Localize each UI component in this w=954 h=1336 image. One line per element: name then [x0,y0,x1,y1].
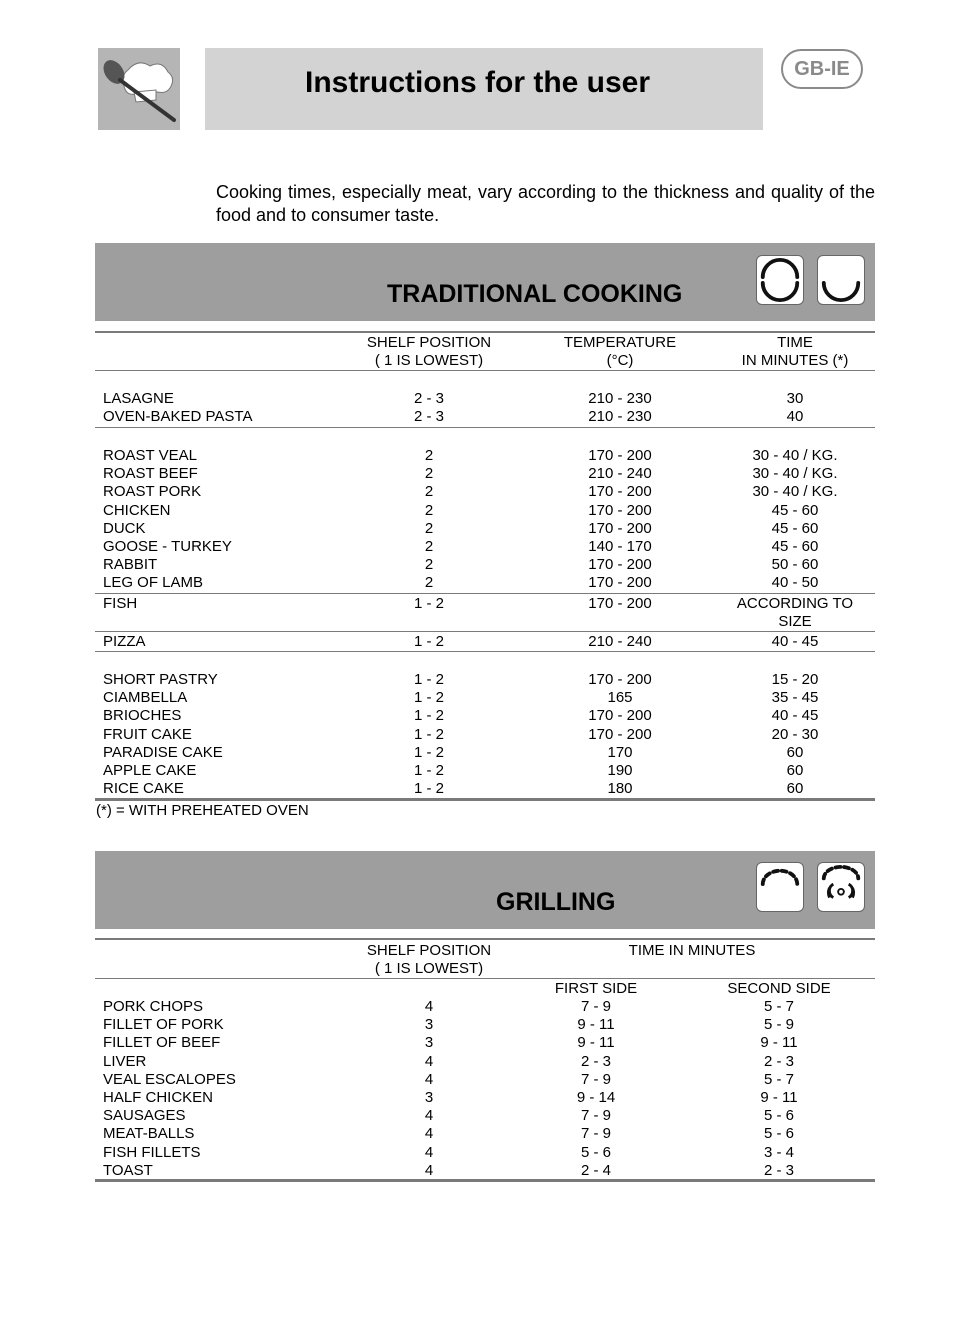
time-value: 30 - 40 / KG. [752,465,838,483]
time-value: 60 [786,743,804,761]
shelf-position: 2 [424,501,434,519]
intro-text: Cooking times, especially meat, vary according to the thickness and quality of the food and to consumer taste. [216,182,875,225]
column-header-time-unit: IN MINUTES (*) [741,352,849,369]
dish-name: DUCK [103,519,146,537]
column-header-temperature-unit: (°C) [606,352,634,369]
shelf-position: 3 [424,1089,434,1106]
time-value-continued: SIZE [778,613,812,630]
shelf-position: 1 - 2 [413,595,444,612]
first-side-time: 7 - 9 [580,1107,611,1125]
dish-name: LEG OF LAMB [103,574,204,592]
second-side-time: 2 - 3 [763,1052,794,1070]
table-divider [95,938,875,940]
table-divider [95,651,875,652]
temperature-value: 170 - 200 [588,707,652,725]
temperature-value: 170 - 200 [588,556,652,574]
temperature-value: 165 [607,689,633,707]
grilling-banner [95,851,875,929]
second-side-time: 2 - 3 [763,1161,794,1179]
dish-name: OVEN-BAKED PASTA [103,408,253,426]
temperature-value: 140 - 170 [588,538,652,555]
page-header [205,48,763,130]
time-value: 30 [786,390,804,407]
time-value: 40 - 45 [771,633,819,650]
fan-grill-icon [817,862,865,912]
shelf-position: 1 - 2 [413,743,444,761]
dish-name: LASAGNE [103,390,174,407]
dish-name: APPLE CAKE [103,762,197,779]
dish-name: FILLET OF PORK [103,1016,224,1034]
column-header-time: TIME IN MINUTES [628,942,756,959]
shelf-position: 2 [424,447,434,464]
traditional-cooking-banner [95,243,875,321]
time-value: 30 - 40 / KG. [752,483,838,501]
second-side-time: 5 - 6 [763,1107,794,1125]
temperature-value: 170 - 200 [588,725,652,743]
dish-name: ROAST VEAL [103,447,197,464]
second-side-time: 9 - 11 [760,1034,798,1052]
dish-name: PARADISE CAKE [103,743,223,761]
table-divider [95,978,875,979]
shelf-position: 1 - 2 [413,762,444,779]
time-value: ACCORDING TO [736,595,854,612]
column-header-shelf: SHELF POSITION [366,942,492,959]
shelf-position: 2 - 3 [413,408,444,426]
footnote: (*) = WITH PREHEATED OVEN [96,802,309,819]
column-header-temperature: TEMPERATURE [563,334,677,351]
dish-name: PIZZA [103,633,146,650]
dish-name: FRUIT CAKE [103,725,192,743]
dish-name: SHORT PASTRY [103,671,218,688]
dish-name: MEAT-BALLS [103,1125,195,1143]
shelf-position: 1 - 2 [413,707,444,725]
shelf-position: 1 - 2 [413,780,444,798]
grill-icon [756,862,804,912]
dish-name: RICE CAKE [103,780,184,798]
temperature-value: 170 - 200 [588,574,652,592]
first-side-time: 9 - 14 [576,1089,616,1106]
dish-name: TOAST [103,1161,153,1179]
first-side-time: 2 - 4 [580,1161,611,1179]
column-header-time: TIME [777,334,813,351]
second-side-time: 5 - 7 [763,1070,794,1088]
page-title: Instructions for the user [305,66,651,99]
temperature-value: 210 - 230 [588,408,652,426]
column-header-shelf-note: ( 1 IS LOWEST) [374,352,484,369]
table-divider [95,370,875,371]
first-side-time: 9 - 11 [577,1034,615,1052]
temperature-value: 180 [607,780,633,798]
shelf-position: 3 [424,1034,434,1052]
shelf-position: 2 - 3 [413,390,444,407]
shelf-position: 2 [424,519,434,537]
dish-name: PORK CHOPS [103,998,204,1015]
time-value: 15 - 20 [771,671,819,688]
shelf-position: 2 [424,465,434,483]
first-side-time: 7 - 9 [580,1070,611,1088]
dish-name: CIAMBELLA [103,689,188,707]
temperature-value: 170 - 200 [588,671,652,688]
shelf-position: 2 [424,483,434,501]
time-value: 40 [786,408,804,426]
time-value: 60 [786,780,804,798]
shelf-position: 1 - 2 [413,689,444,707]
shelf-position: 2 [424,574,434,592]
shelf-position: 4 [424,1070,434,1088]
time-value: 45 - 60 [771,519,819,537]
shelf-position: 4 [424,1161,434,1179]
shelf-position: 4 [424,1125,434,1143]
time-value: 60 [786,762,804,779]
chef-hat-spoon-icon [98,48,180,130]
time-value: 50 - 60 [771,556,819,574]
temperature-value: 170 - 200 [588,501,652,519]
time-value: 45 - 60 [771,501,819,519]
table-divider [95,593,875,594]
top-bottom-heat-icon [756,255,804,305]
shelf-position: 4 [424,1052,434,1070]
temperature-value: 170 - 200 [588,483,652,501]
second-side-time: 3 - 4 [763,1143,794,1161]
traditional-cooking-title: TRADITIONAL COOKING [387,280,683,308]
temperature-value: 210 - 240 [588,465,652,483]
column-header-shelf-note: ( 1 IS LOWEST) [374,960,484,977]
dish-name: VEAL ESCALOPES [103,1070,236,1088]
dish-name: FISH [103,595,138,612]
temperature-value: 210 - 240 [588,633,652,650]
shelf-position: 1 - 2 [413,633,444,650]
second-side-time: 5 - 7 [763,998,794,1015]
second-side-time: 5 - 9 [763,1016,794,1034]
shelf-position: 1 - 2 [413,725,444,743]
dish-name: GOOSE - TURKEY [103,538,232,555]
column-header-first-side: FIRST SIDE [554,980,638,997]
temperature-value: 170 [607,743,633,761]
temperature-value: 170 - 200 [588,519,652,537]
time-value: 20 - 30 [771,725,819,743]
dish-name: RABBIT [103,556,158,574]
dish-name: BRIOCHES [103,707,182,725]
first-side-time: 7 - 9 [580,1125,611,1143]
shelf-position: 4 [424,998,434,1015]
dish-name: FISH FILLETS [103,1143,201,1161]
dish-name: ROAST PORK [103,483,202,501]
dish-name: CHICKEN [103,501,171,519]
first-side-time: 7 - 9 [580,998,611,1015]
temperature-value: 210 - 230 [588,390,652,407]
dish-name: SAUSAGES [103,1107,186,1125]
time-value: 40 - 50 [771,574,819,592]
shelf-position: 4 [424,1107,434,1125]
table-divider [95,631,875,632]
temperature-value: 170 - 200 [588,447,652,464]
grilling-title: GRILLING [496,888,616,916]
shelf-position: 3 [424,1016,434,1034]
dish-name: ROAST BEEF [103,465,198,483]
table-divider [95,1179,875,1182]
second-side-time: 9 - 11 [760,1089,798,1106]
column-header-second-side: SECOND SIDE [727,980,831,997]
temperature-value: 190 [607,762,633,779]
shelf-position: 1 - 2 [413,671,444,688]
time-value: 45 - 60 [771,538,819,555]
table-divider [95,427,875,428]
time-value: 35 - 45 [771,689,819,707]
first-side-time: 2 - 3 [580,1052,611,1070]
shelf-position: 4 [424,1143,434,1161]
temperature-value: 170 - 200 [588,595,652,612]
time-value: 30 - 40 / KG. [752,447,838,464]
bottom-heat-icon [817,255,865,305]
table-divider [95,798,875,801]
language-badge: GB-IE [781,49,863,89]
first-side-time: 5 - 6 [580,1143,611,1161]
second-side-time: 5 - 6 [763,1125,794,1143]
dish-name: HALF CHICKEN [103,1089,214,1106]
dish-name: LIVER [103,1052,147,1070]
shelf-position: 2 [424,538,434,555]
shelf-position: 2 [424,556,434,574]
dish-name: FILLET OF BEEF [103,1034,221,1052]
first-side-time: 9 - 11 [577,1016,615,1034]
table-divider [95,331,875,333]
column-header-shelf: SHELF POSITION [366,334,492,351]
time-value: 40 - 45 [771,707,819,725]
